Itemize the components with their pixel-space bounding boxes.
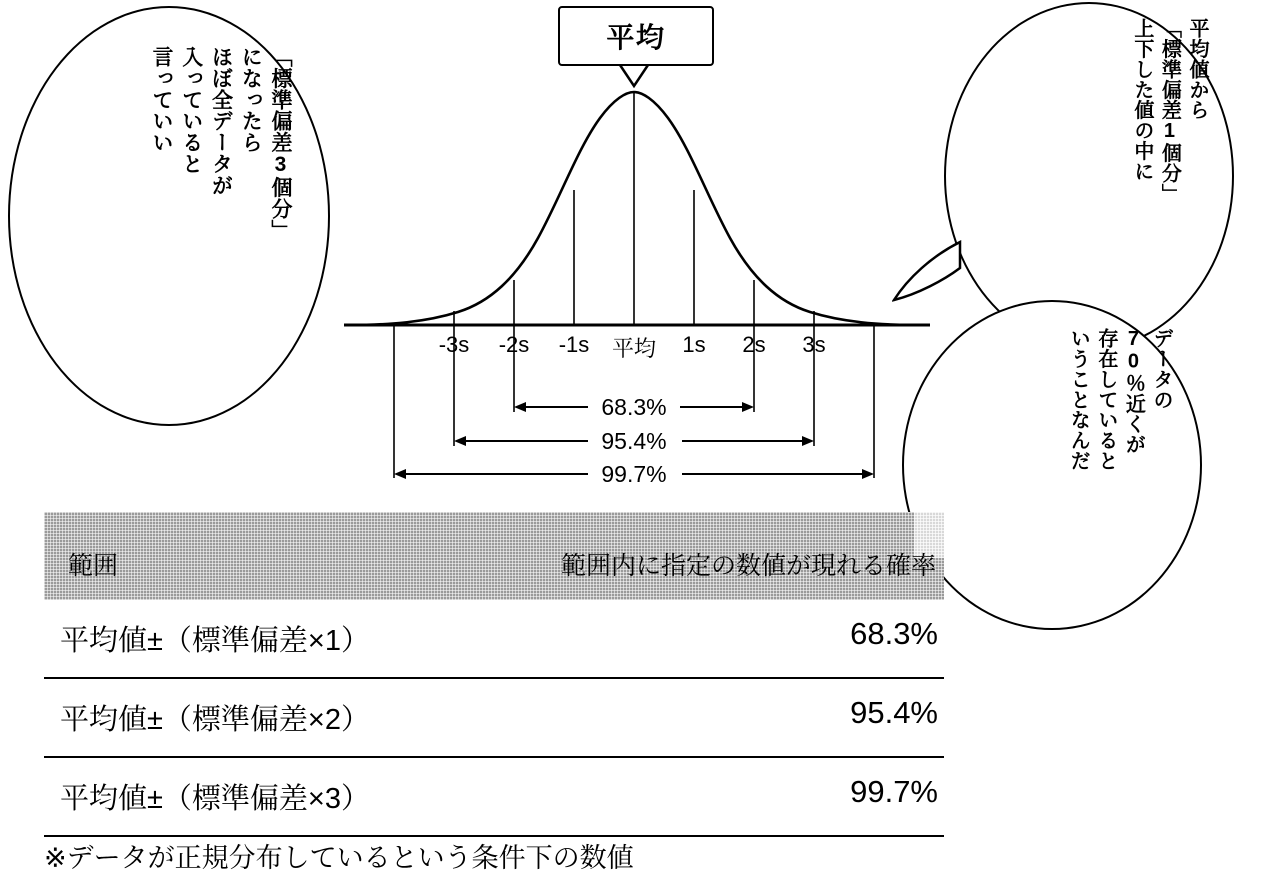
balloon-tr-line-2: 「標準偏差1個分」 xyxy=(1158,18,1181,204)
table-header-row xyxy=(44,512,944,600)
range-label-683: 68.3% xyxy=(588,394,680,421)
balloon-br-line-4: いうことなんだ xyxy=(1067,328,1090,471)
balloon-left-line-3: ほぼ全データが xyxy=(209,46,233,196)
balloon-br-line-1: データの xyxy=(1150,328,1172,410)
balloon-tr-line-3: 上下した値の中に xyxy=(1130,18,1153,182)
table-cell-probability: 99.7% xyxy=(850,774,938,809)
table-row xyxy=(44,600,944,679)
table-cell-range: 平均値±（標準偏差×1） xyxy=(60,625,370,657)
table-row xyxy=(44,679,944,758)
mean-callout-label: 平均 xyxy=(606,22,666,53)
range-label-997: 99.7% xyxy=(588,461,680,488)
speech-balloon-left xyxy=(8,6,330,426)
mean-callout-box xyxy=(558,6,714,66)
balloon-left-line-4: 入っていると xyxy=(179,46,203,175)
table-header-probability: 範囲内に指定の数値が現れる確率 xyxy=(560,552,936,580)
balloon-br-line-2: 70％近くが xyxy=(1122,328,1145,455)
axis-label-2s: 2s xyxy=(742,332,766,357)
diagram-svg xyxy=(330,0,950,500)
axis-label-mean: 平均 xyxy=(611,336,656,361)
range-label-954: 95.4% xyxy=(588,428,680,455)
balloon-bottom-right-text xyxy=(936,328,1172,604)
table-row xyxy=(44,758,944,837)
table-footnote: ※データが正規分布しているという条件下の数値 xyxy=(44,843,634,873)
axis-label--2s: -2s xyxy=(498,332,530,357)
probability-table xyxy=(44,512,944,837)
axis-label--3s: -3s xyxy=(438,332,470,357)
axis-label--1s: -1s xyxy=(558,332,590,357)
balloon-left-text xyxy=(46,46,292,386)
balloon-br-line-3: 存在していると xyxy=(1094,328,1117,471)
table-cell-range: 平均値±（標準偏差×3） xyxy=(60,783,370,815)
table-cell-probability: 68.3% xyxy=(850,616,938,651)
table-cell-probability: 95.4% xyxy=(850,695,938,730)
speech-balloon-top-right xyxy=(944,2,1234,350)
normal-distribution-diagram xyxy=(330,0,950,500)
table-header-range: 範囲 xyxy=(68,552,119,580)
balloon-left-line-5: 言っていい xyxy=(149,46,173,154)
balloon-tr-line-1: 平均値から xyxy=(1186,18,1208,120)
balloon-top-right-text xyxy=(972,18,1208,336)
balloon-left-line-2: になったら xyxy=(239,46,263,154)
axis-label-3s: 3s xyxy=(802,332,826,357)
balloon-left-line-1: 「標準偏差3個分」 xyxy=(269,46,292,241)
table-cell-range: 平均値±（標準偏差×2） xyxy=(60,704,370,736)
axis-label-1s: 1s xyxy=(682,332,706,357)
